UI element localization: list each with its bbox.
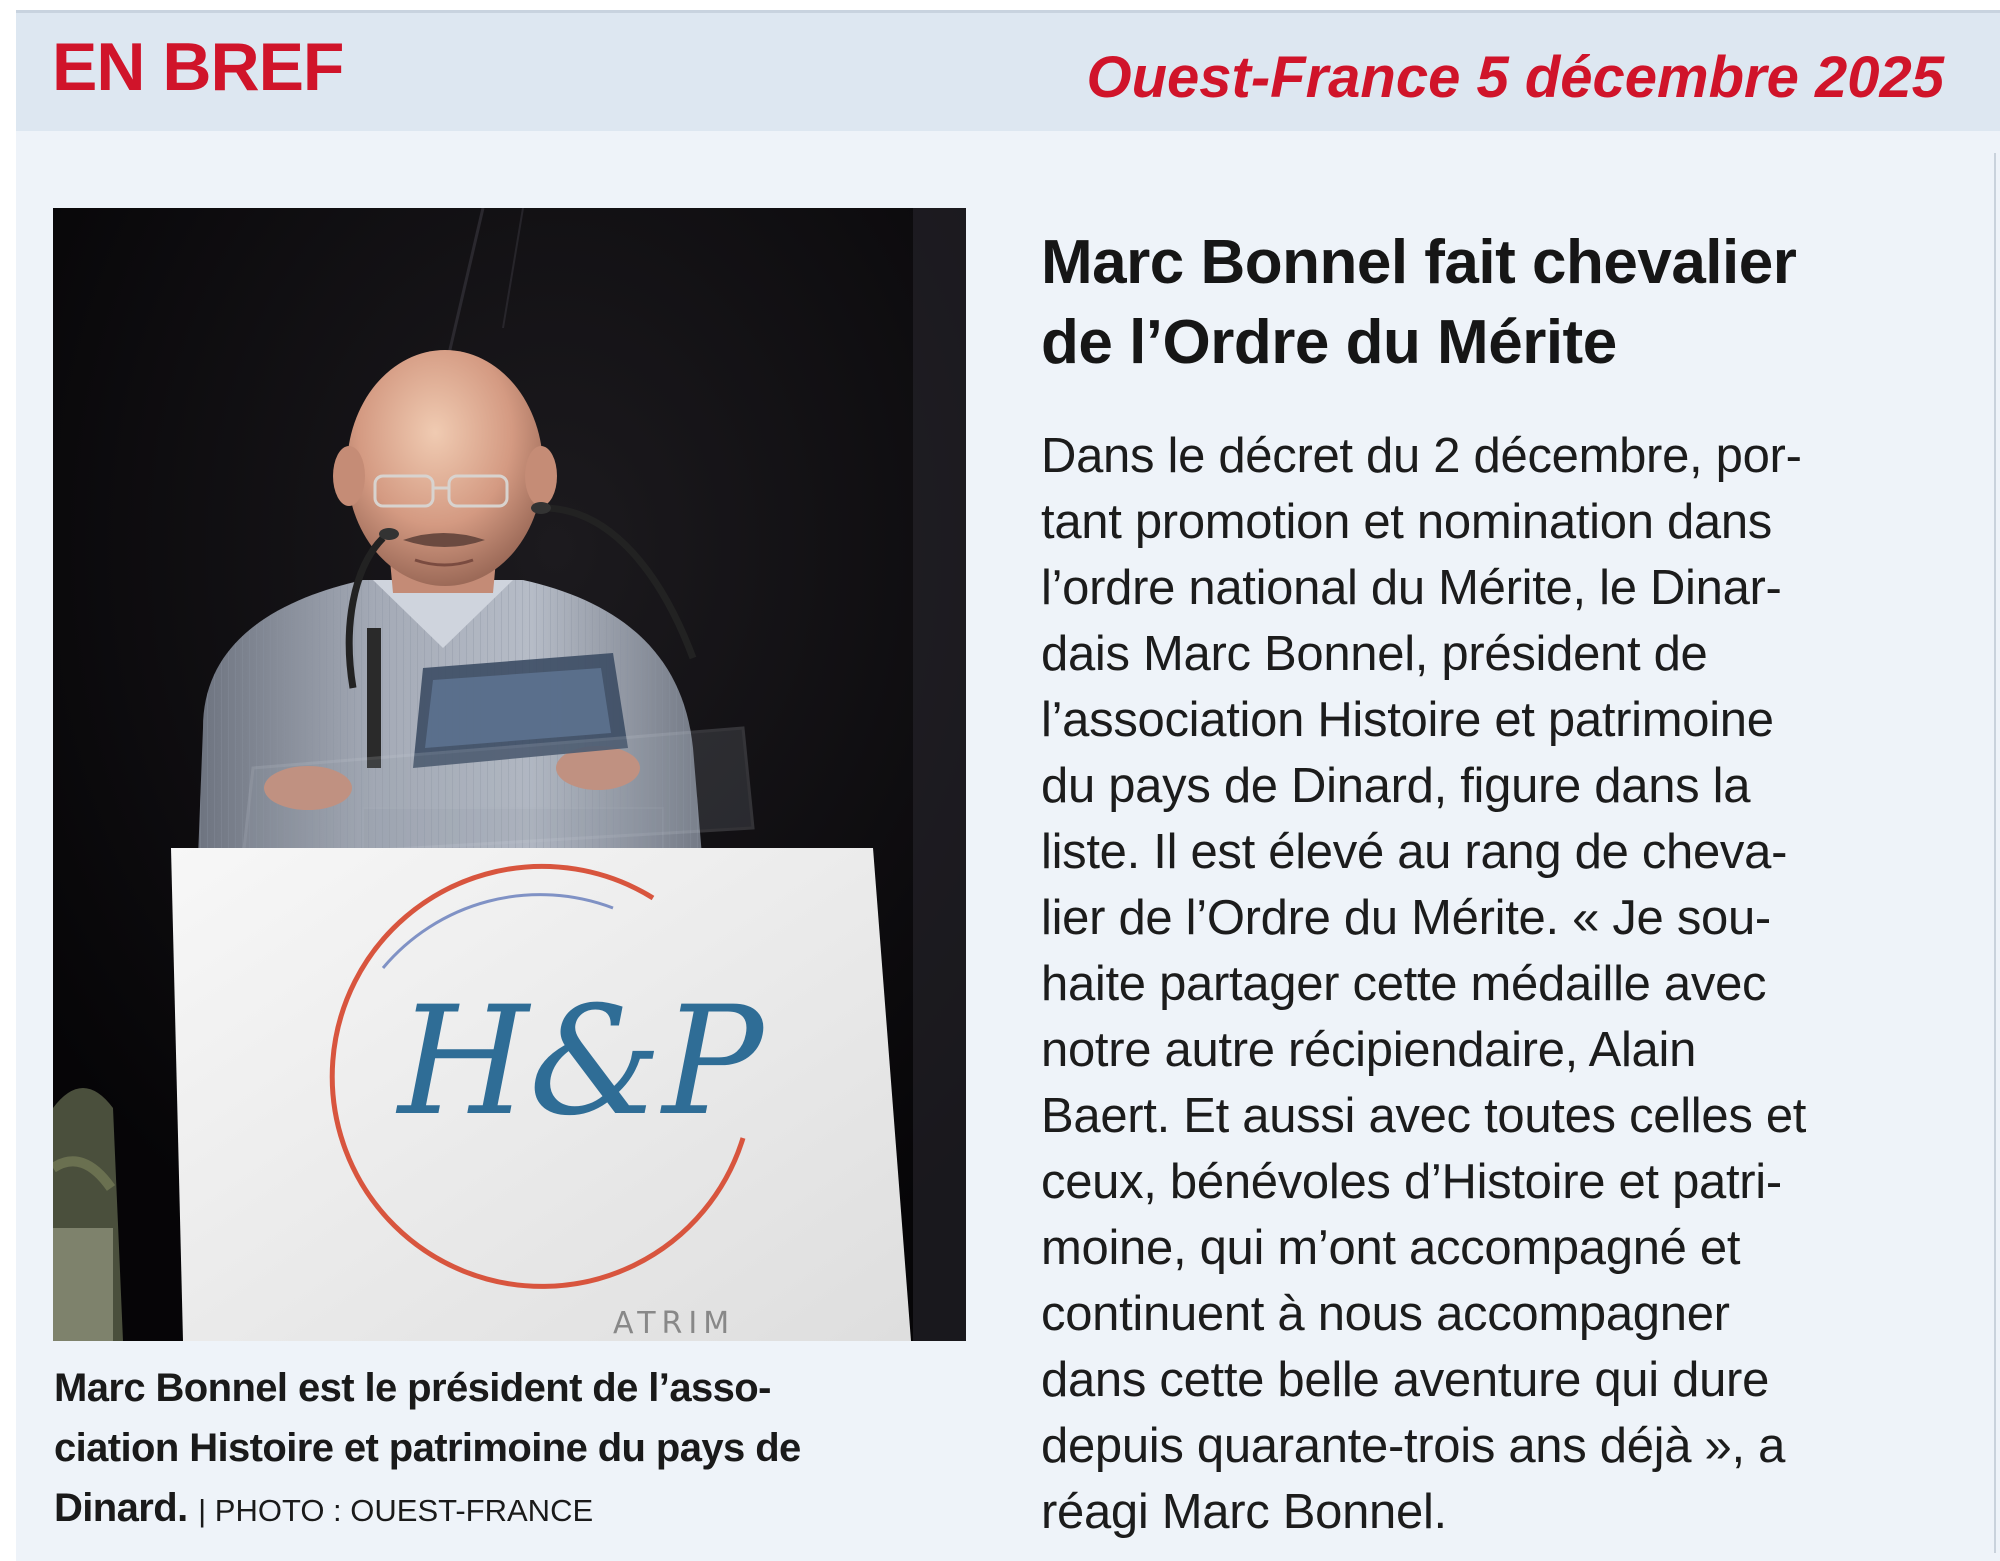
body-line: l’association Histoire et patrimoine bbox=[1041, 693, 1774, 747]
headline-line: de l’Ordre du Mérite bbox=[1041, 308, 1617, 377]
body-line: continuent à nous accompagner bbox=[1041, 1287, 1730, 1341]
photo-caption bbox=[54, 1358, 984, 1541]
body-line: depuis quarante-trois ans déjà », a bbox=[1041, 1419, 1786, 1473]
body-line: tant promotion et nomination dans bbox=[1041, 495, 1773, 549]
body-line: dans cette belle aventure qui dure bbox=[1041, 1353, 1770, 1407]
body-line: dais Marc Bonnel, président de bbox=[1041, 627, 1708, 681]
newspaper-date: Ouest-France 5 décembre 2025 bbox=[1086, 45, 1944, 110]
article-headline bbox=[1041, 223, 1981, 383]
body-line: notre autre récipiendaire, Alain bbox=[1041, 1023, 1697, 1077]
caption-line bbox=[54, 1478, 984, 1541]
body-line: haite partager cette médaille avec bbox=[1041, 957, 1767, 1011]
body-line: Dans le décret du 2 décembre, por- bbox=[1041, 429, 1802, 483]
lectern-text: ATRIM bbox=[613, 1306, 736, 1341]
press-clipping bbox=[16, 10, 2000, 1561]
body-line: moine, qui m’ont accompagné et bbox=[1041, 1221, 1741, 1275]
caption-line: Marc Bonnel est le président de l’asso- bbox=[54, 1366, 771, 1410]
body-line: liste. Il est élevé au rang de cheva- bbox=[1041, 825, 1788, 879]
body-line: l’ordre national du Mérite, le Dinar- bbox=[1041, 561, 1782, 615]
caption-line-end: Dinard. bbox=[54, 1486, 188, 1530]
body-line: ceux, bénévoles d’Histoire et patri- bbox=[1041, 1155, 1782, 1209]
column-divider bbox=[1994, 153, 1996, 1553]
body-line: réagi Marc Bonnel. bbox=[1041, 1485, 1447, 1539]
body-line: Baert. Et aussi avec toutes celles et bbox=[1041, 1089, 1807, 1143]
speaker-at-lectern-illustration bbox=[53, 208, 966, 1341]
logo-text: H&P bbox=[398, 975, 764, 1149]
body-line: du pays de Dinard, figure dans la bbox=[1041, 759, 1751, 813]
section-label: EN BREF bbox=[52, 29, 344, 105]
article-photo bbox=[53, 208, 966, 1341]
article-body bbox=[1041, 423, 1991, 1545]
caption-line: ciation Histoire et patrimoine du pays de bbox=[54, 1426, 801, 1470]
photo-credit: | PHOTO : OUEST-FRANCE bbox=[198, 1493, 594, 1528]
clipping-header bbox=[16, 13, 2000, 131]
body-line: lier de l’Ordre du Mérite. « Je sou- bbox=[1041, 891, 1771, 945]
headline-line: Marc Bonnel fait chevalier bbox=[1041, 228, 1797, 297]
